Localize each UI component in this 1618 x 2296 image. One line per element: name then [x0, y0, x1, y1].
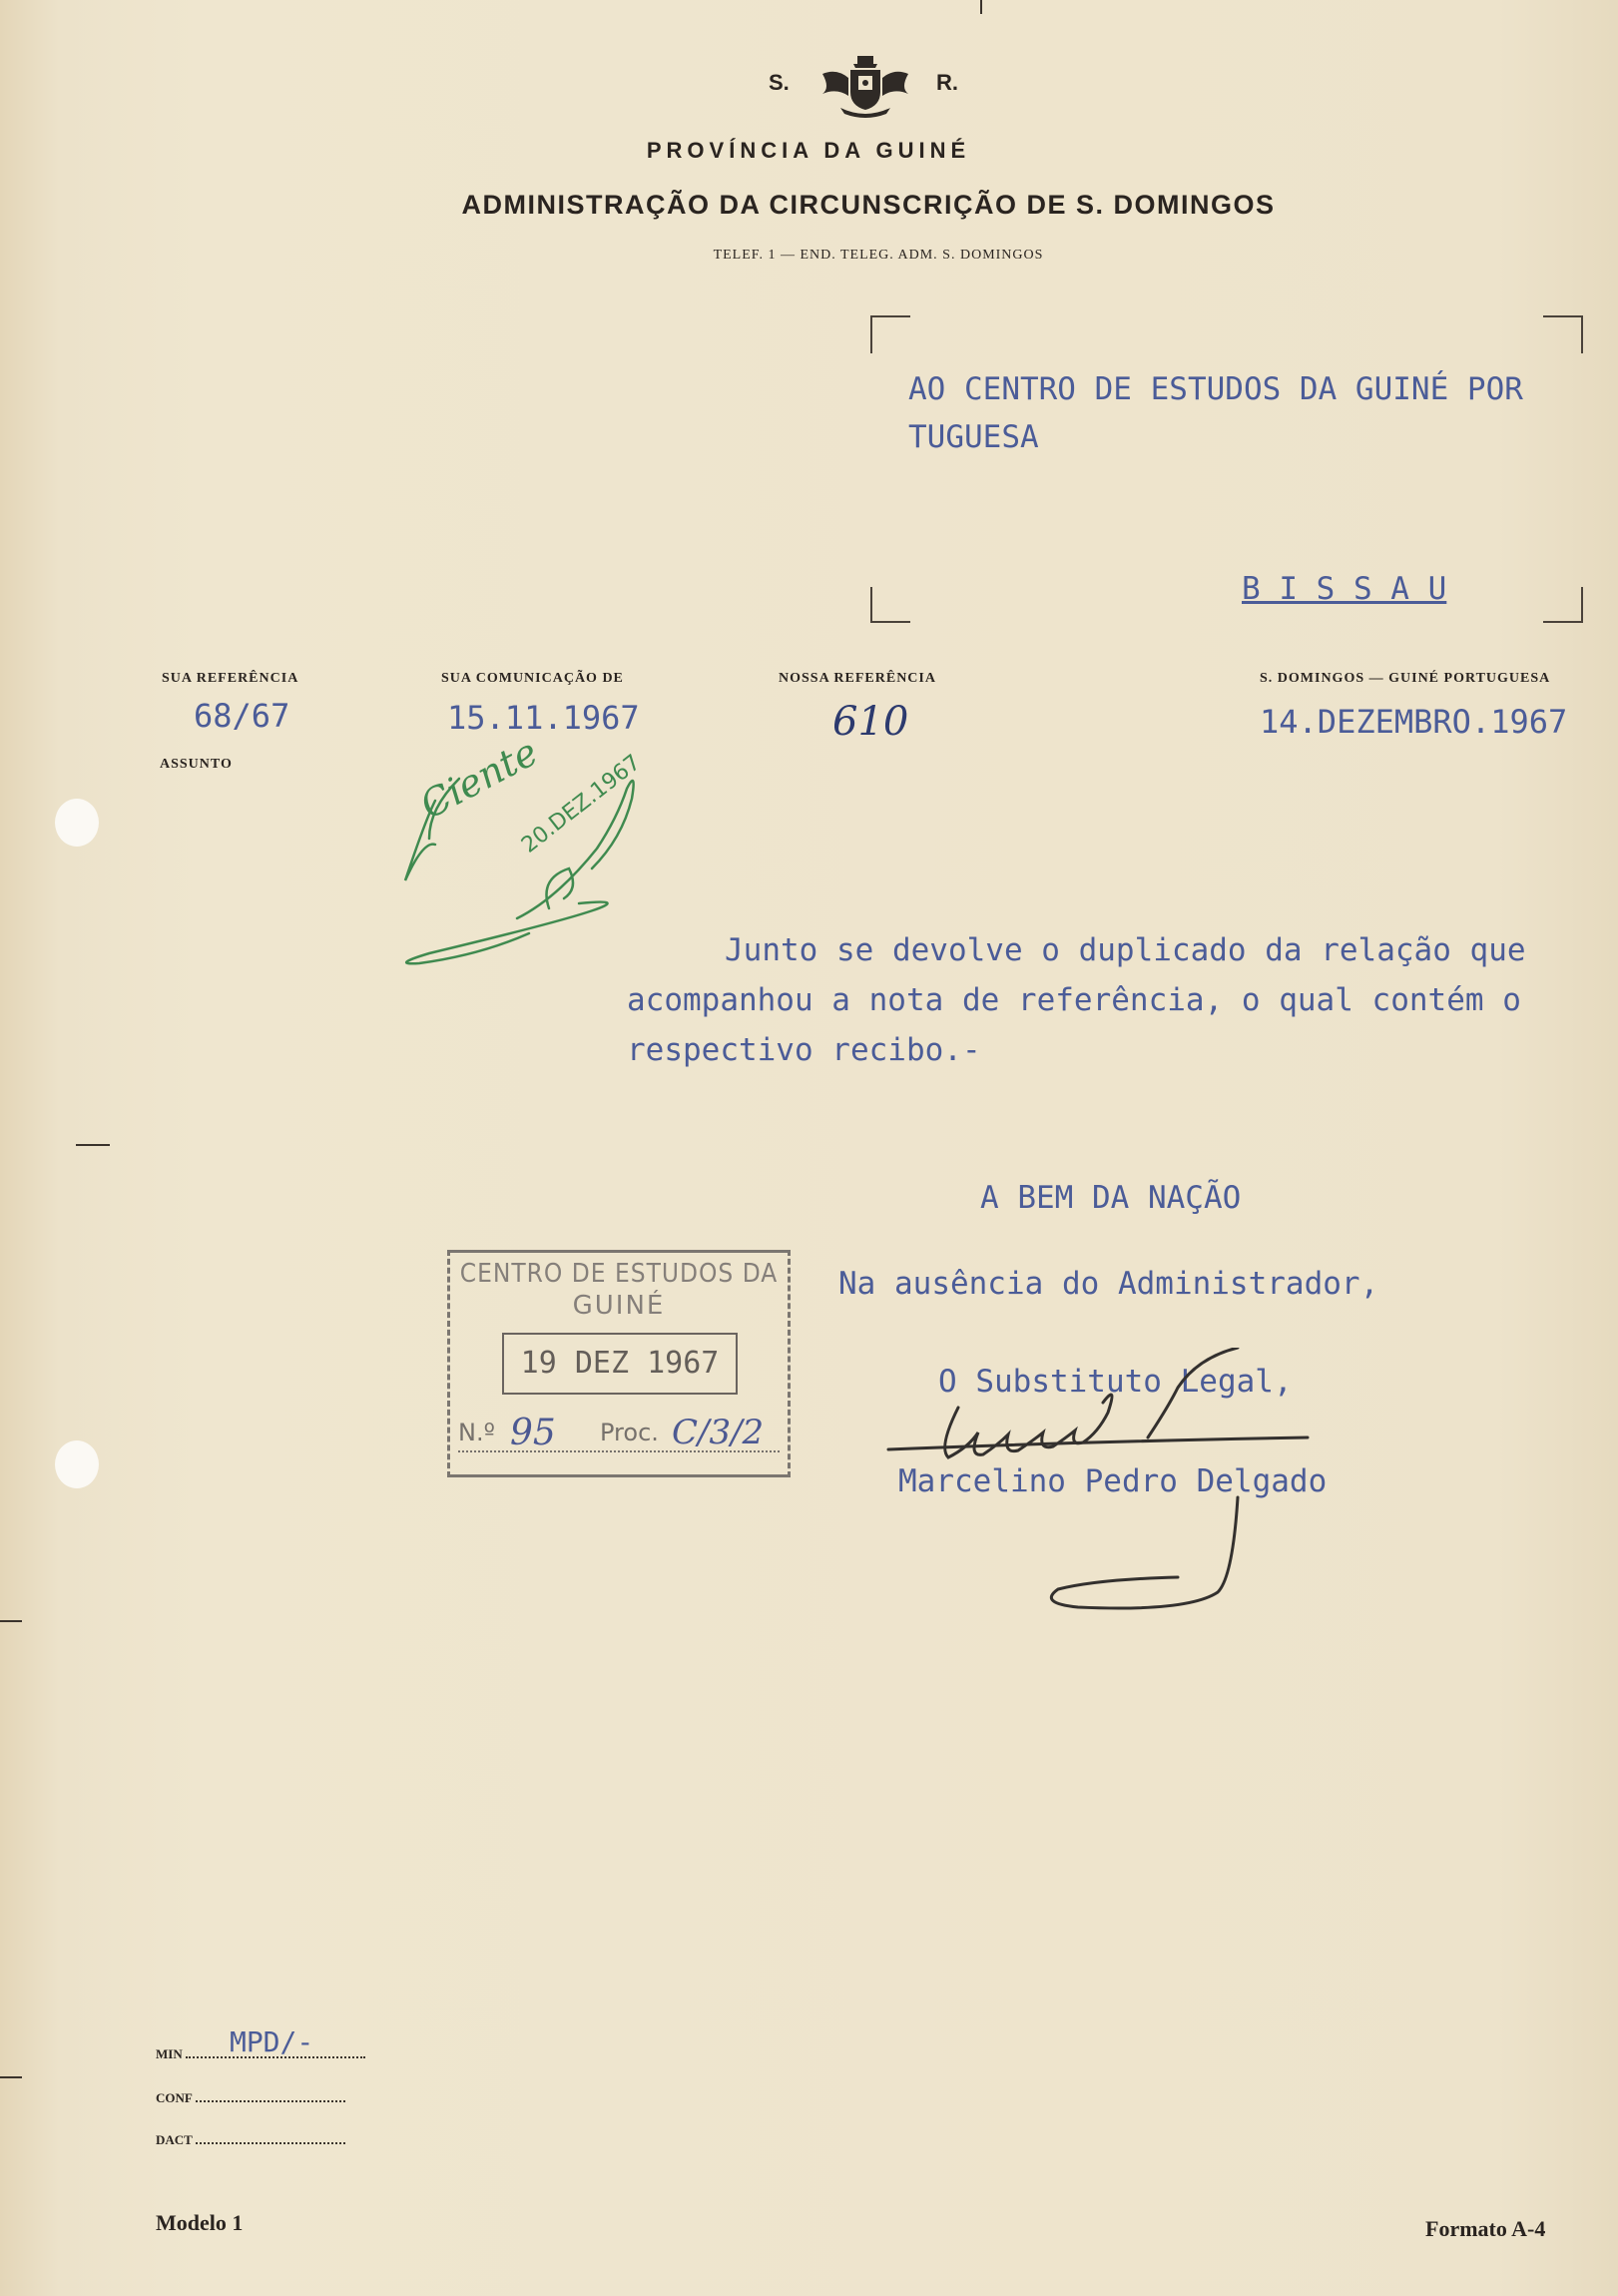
provincia-heading: PROVÍNCIA DA GUINÉ	[646, 138, 971, 163]
conf-field-line	[196, 2100, 345, 2102]
stamp-date-box	[502, 1333, 738, 1395]
header-right-initial: R.	[936, 70, 958, 95]
conf-label: CONF	[156, 2090, 193, 2105]
top-mark	[980, 0, 982, 14]
stamp-underline	[458, 1450, 780, 1452]
footer-min-field	[156, 2025, 365, 2062]
sua-comunicacao-label: SUA COMUNICAÇÃO DE	[441, 671, 624, 686]
recipient-city: B I S S A U	[1242, 571, 1447, 607]
body-line-2: acompanhou a nota de referência, o qual contém o	[627, 982, 1521, 1018]
fold-mark	[0, 2076, 22, 2078]
sua-comunicacao-value: 15.11.1967	[447, 699, 640, 737]
stamp-number-label: N.º	[458, 1419, 495, 1446]
recipient-line-1: AO CENTRO DE ESTUDOS DA GUINÉ POR	[908, 371, 1523, 407]
ciente-annotation	[399, 729, 699, 968]
closing-motto: A BEM DA NAÇÃO	[980, 1180, 1242, 1216]
stamp-proc-label: Proc.	[600, 1419, 659, 1446]
ciente-date-stamp: 20.DEZ.1967	[517, 750, 646, 859]
stamp-date: 19 DEZ 1967	[520, 1346, 720, 1381]
nossa-referencia-value: 610	[832, 699, 909, 745]
ciente-text: Ciente	[413, 729, 545, 828]
stamp-org-line-1: CENTRO DE ESTUDOS DA	[459, 1259, 779, 1289]
min-value: MPD/-	[229, 2025, 314, 2058]
sua-referencia-value: 68/67	[194, 697, 290, 735]
address-bracket-top-left	[870, 315, 910, 353]
header-left-initial: S.	[769, 70, 790, 95]
body-line-3: respectivo recibo.-	[627, 1032, 981, 1068]
punch-hole-top	[55, 799, 99, 847]
footer-conf-field	[156, 2090, 345, 2106]
closing-role: O Substituto Legal,	[938, 1364, 1293, 1400]
body-line-1: Junto se devolve o duplicado da relação que	[725, 932, 1526, 968]
stamp-org-line-2: GUINÉ	[572, 1291, 666, 1321]
date-value: 14.DEZEMBRO.1967	[1260, 703, 1568, 741]
nossa-referencia-label: NOSSA REFERÊNCIA	[779, 671, 936, 686]
dact-field-line	[196, 2142, 345, 2144]
coat-of-arms-icon	[820, 52, 910, 122]
footer-formato: Formato A-4	[1425, 2216, 1546, 2241]
punch-hole-bottom	[55, 1440, 99, 1488]
assunto-label: ASSUNTO	[160, 757, 233, 772]
fold-mark	[0, 1620, 22, 1622]
stamp-number-value: 95	[510, 1413, 556, 1453]
min-label: MIN	[156, 2046, 183, 2061]
address-bracket-bottom-right	[1543, 587, 1583, 623]
address-bracket-top-right	[1543, 315, 1583, 353]
closing-absence: Na ausência do Administrador,	[838, 1266, 1379, 1302]
closing-name: Marcelino Pedro Delgado	[898, 1463, 1328, 1499]
dact-label: DACT	[156, 2132, 193, 2147]
place-label: S. DOMINGOS — GUINÉ PORTUGUESA	[1260, 671, 1551, 686]
stamp-proc-value: C/3/2	[672, 1413, 765, 1452]
address-bracket-bottom-left	[870, 587, 910, 623]
received-stamp	[447, 1250, 791, 1477]
fold-mark	[76, 1144, 110, 1146]
sua-referencia-label: SUA REFERÊNCIA	[162, 671, 299, 686]
min-field-line	[186, 2025, 365, 2058]
footer-modelo: Modelo 1	[156, 2210, 244, 2235]
footer-dact-field	[156, 2132, 345, 2148]
recipient-line-2: TUGUESA	[908, 419, 1039, 455]
administracao-heading: ADMINISTRAÇÃO DA CIRCUNSCRIÇÃO DE S. DOMINGOS	[461, 190, 1276, 220]
telef-line: TELEF. 1 — END. TELEG. ADM. S. DOMINGOS	[713, 248, 1044, 263]
